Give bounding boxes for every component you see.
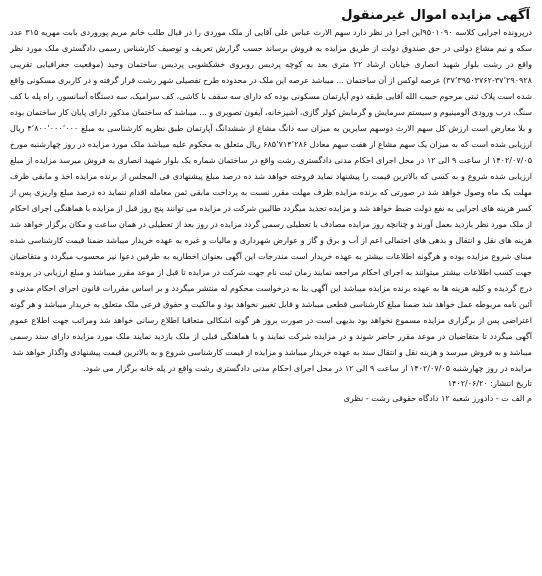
- footer-date: تاریخ انتشار: ۱۴۰۲/۰۶/۲۰: [447, 379, 532, 388]
- notice-footer: [10, 361, 532, 406]
- notice-body: درپرونده اجرایی کلاسه ۹۵۰۱۰۹۰این اجرا در نظر دارد سهم الارث عباس علی آقایی از ملک موردی را در قبال طلب خانم مریم پوروردی بابت مهریه ۳۱۵ عدد سکه و نیم مشاع دولتی در حق صندوق دولت از طریق مزایده به فروش برساند حسب گزارش تعریف و توصیف کارشناس رسمی دادگستری ملک مورد نظر واقع در رشت بلوار شهید انصاری خیابان ارشاد ۲۲ متری بعد به کوچه پردیس روبروی خشکشویی پردیس ساختمان وحید (موقعیت جغرافیایی تقریبی ۳۷٬۲۹۰۹۲۸-۳۷٬۳۹۵۰۳۷۶۲) عرصه لوکس از آن ساختمان ... میباشد عرصه این ملک در محدوده طرح تفصیلی شهر رشت قرار گرفته و در کاربری مسکونی واقع شده است پلاک ثبتی مرحوم حبیب الله آقایی طبقه دوم آپارتمان مسکونی بوده که دارای سه سقف با کاشی، کف سرامیک، سه دستگاه آسانسور، راه پله با کف سنگ، درب ورودی آلومینیوم و سیستم سرمایش و گرمایش کولر گازی، آشپزخانه، آیفون تصویری و ... میباشد که ساختمان مذکور دارای پایان کار ساختمان بوده و بلا معارض است ارزش کل سهم الارث دوسهم سایرین به میزان سه دانگ مشاع از ششدانگ آپارتمان طبق نظریه کارشناسی به مبلغ ۴٬۸۰۰٬۰۰۰٬۰۰۰ ریال ارزیابی شده است که به میزان یک سهم مشاع از هفت سهم معادل ۶۸۵٬۷۱۴٬۲۸۶ ریال متعلق به محکوم علیه میباشد ملک مورد مزایده در روز چهارشنبه مورخ ۱۴۰۲/۰۷/۰۵ از ساعت ۹ الی ۱۲ در محل اجرای احکام مدنی دادگستری رشت واقع در ساختمان شماره یک بلوار شهید انصاری به فروش میرسد مزایده از مبلغ ارزیابی شده شروع و به کسی که بالاترین قیمت را پیشنهاد نماید فروخته خواهد شد ده درصد مبلغ پیشنهادی فی المجلس از برنده مزایده اخذ و مابقی ظرف مهلت یک ماه وصول خواهد شد در صورتی که برنده مزایده ظرف مهلت مقرر نسبت به پرداخت مابقی ثمن معامله اقدام ننماید ده درصد مبلغ واریزی پس از کسر هزینه های اجرایی به نفع دولت ضبط خواهد شد و مزایده تجدید میگردد طالبین شرکت در مزایده می توانند پنج روز قبل از مزایده با هماهنگی اجرای احکام از ملک مورد نظر بازدید بعمل آورند و چنانچه روز مزایده مصادف با تعطیلی رسمی گردد مزایده در روز بعد از تعطیلی در همان ساعت و مکان برگزار خواهد شد هزینه های نقل و انتقال و بدهی های احتمالی اعم از آب و برق و گاز و عوارض شهرداری و مالیات و غیره به عهده خریدار میباشد ضمنا قیمت کارشناسی شده مبنای شروع مزایده بوده و هرگونه اطلاعات بیشتر به عهده خریدار است مندرجات این آگهی بعنوان اخطاریه به طرفین دعوا نیز محسوب میگردد و متقاضیان جهت کسب اطلاعات بیشتر میتوانند به اجرای احکام مراجعه نمایند زمان ثبت نام جهت شرکت در مزایده تا قبل از موعد مقرر میباشد و مبلغ ارزیابی در پرونده درج گردیده و کلیه هزینه ها به عهده برنده مزایده میباشد این آگهی بنا به درخواست محکوم له منتشر میگردد و بر اساس مقررات قانون اجرای احکام مدنی و آئین نامه مربوطه عمل خواهد شد ضمنا مبلغ کارشناسی قطعی میباشد و قابل تغییر نخواهد بود و مالکیت و حقوق فرعی ملک متعلق به خریدار میباشد و هر گونه اعتراضی پس از برگزاری مزایده مسموع نخواهد بود بدیهی است در صورت بروز هر گونه اشکالی متعاقبا اطلاع رسانی خواهد شد ومراتب جهت اطلاع عموم آگهی میگردد تا متقاضیان در موعد مقرر حاضر شوند و در مزایده شرکت نمایند و با هماهنگی قبلی از ملک بازدید نمایند ملک مورد مزایده دارای سند رسمی میباشد و به فروش میرسد و هزینه نقل و انتقال سند به عهده خریدار میباشد و مزایده از قیمت کارشناسی شروع و به بالاترین قیمت پیشنهادی واگذار خواهد شد: [10, 28, 533, 357]
- notice-title: آگهی مزایده اموال غیرمنقول: [341, 8, 530, 23]
- footer-signature: م الف ت - دادورز شعبه ۱۲ دادگاه حقوقی رشت - نظری: [343, 394, 532, 403]
- footer-schedule: مزایده در روز چهارشنبه ۱۴۰۲/۰۷/۰۵ از ساعت ۹ الی ۱۲ در محل اجرای احکام مدنی دادگستری رشت واقع در پله خانه برگزار می شود.: [83, 364, 532, 373]
